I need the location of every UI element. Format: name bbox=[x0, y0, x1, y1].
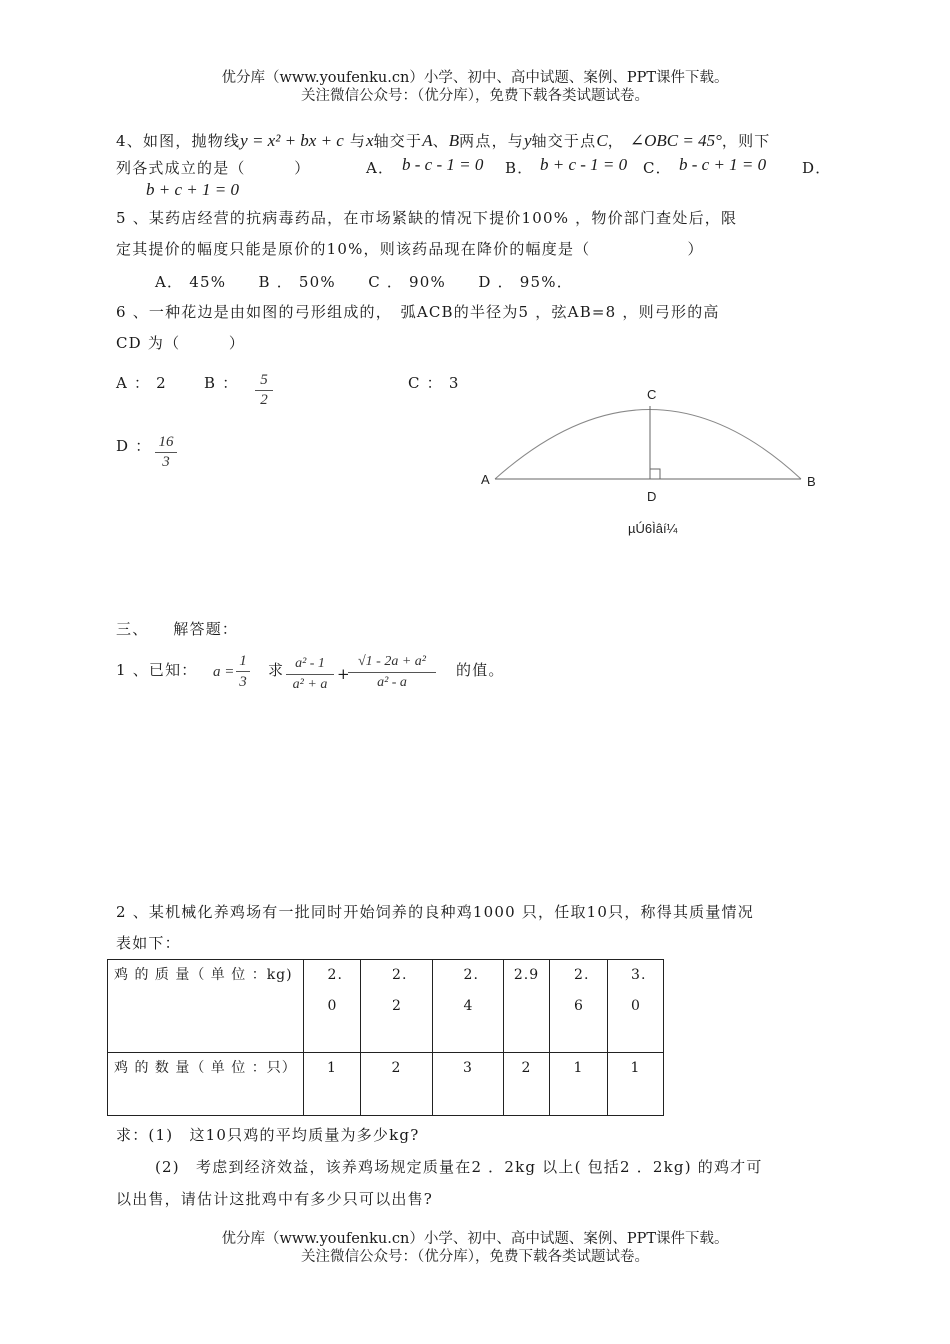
q4-option-c: b - c + 1 = 0 bbox=[679, 155, 767, 174]
q6-option-a: A ： 2 bbox=[116, 374, 167, 392]
question-4-line-1 bbox=[116, 131, 770, 151]
right-angle-mark bbox=[650, 469, 660, 479]
segment-figure bbox=[470, 380, 830, 540]
table-cell-mass-1-text: 2.0 bbox=[327, 967, 343, 1014]
q4-point-b: B bbox=[448, 131, 460, 150]
q6-option-d-numerator: 16 bbox=[158, 434, 174, 450]
q4-angle: ∠OBC = 45° bbox=[629, 131, 722, 150]
q6-option-d-label: D ： bbox=[116, 437, 152, 455]
table-cell-mass-1 bbox=[304, 960, 361, 1053]
q4-option-a: b - c - 1 = 0 bbox=[402, 155, 484, 174]
question-5-line-2: 定其提价的幅度只能是原价的10%，则该药品现在降价的幅度是（ ） bbox=[116, 240, 704, 258]
figure-label-d: D bbox=[647, 489, 657, 504]
question-6-line-1: 6 、一种花边是由如图的弓形组成的， 弧ACB的半径为5 ，弦AB=8 ，则弓形的高 bbox=[116, 303, 720, 321]
problem-1-a-numerator: 1 bbox=[239, 653, 247, 669]
table-cell-mass-3-text: 2.4 bbox=[463, 967, 479, 1014]
problem-1-fraction-1-numerator: a² - 1 bbox=[295, 656, 325, 671]
problem-1-qiu: 求 bbox=[268, 661, 285, 679]
q6-option-b-numerator: 5 bbox=[260, 372, 268, 388]
q6-option-d-denominator: 3 bbox=[155, 452, 177, 472]
q6-option-b-fraction bbox=[255, 371, 273, 410]
section-3-title: 三、 解答题： bbox=[116, 620, 239, 638]
q4-option-b-label: B． bbox=[505, 159, 534, 177]
question-4-line-2 bbox=[116, 158, 310, 178]
q4-sep: 、 bbox=[432, 132, 449, 150]
table-cell-count-1: 1 bbox=[304, 1053, 361, 1116]
problem-1-fraction-1 bbox=[286, 654, 334, 695]
q4-mid1: 与 bbox=[349, 132, 367, 150]
figure-label-c: C bbox=[647, 387, 657, 402]
problem-1-fraction-2 bbox=[348, 652, 436, 693]
problem-1-prefix: 1 、已知： bbox=[116, 661, 198, 679]
q4-option-d-label: D． bbox=[802, 159, 832, 177]
q4-line2: 列各式成立的是（ ） bbox=[116, 159, 311, 177]
problem-2-line-2: 表如下： bbox=[116, 934, 181, 952]
q4-xvar: x bbox=[366, 131, 374, 150]
q4-option-b: b + c - 1 = 0 bbox=[540, 155, 628, 174]
q4-mid3: 两点，与 bbox=[459, 132, 524, 150]
q6-option-d-fraction bbox=[155, 433, 177, 472]
table-cell-mass-2 bbox=[361, 960, 433, 1053]
table-cell-count-3: 3 bbox=[433, 1053, 504, 1116]
table-header-count: 鸡 的 数 量（ 单 位 ：只） bbox=[108, 1053, 304, 1116]
q6-option-b-denominator: 2 bbox=[255, 390, 273, 410]
figure-label-b: B bbox=[807, 474, 816, 489]
header-line-1: 优分库（www.youfenku.cn）小学、初中、高中试题、案例、PPT课件下载。 bbox=[221, 70, 729, 86]
table-cell-mass-2-text: 2.2 bbox=[392, 967, 408, 1014]
chicken-data-table bbox=[107, 959, 664, 1116]
footer-line-2: 关注微信公众号：（优分库），免费下载各类试题试卷。 bbox=[301, 1249, 649, 1265]
q4-option-d: b + c + 1 = 0 bbox=[146, 180, 239, 199]
q4-yvar: y bbox=[523, 131, 532, 150]
q4-option-a-label: A． bbox=[366, 159, 395, 177]
table-cell-mass-6-text: 3.0 bbox=[631, 967, 647, 1014]
table-cell-mass-3 bbox=[433, 960, 504, 1053]
table-cell-count-5: 1 bbox=[550, 1053, 608, 1116]
problem-1-fraction-1-denominator: a² + a bbox=[286, 674, 334, 695]
q4-point-a: A bbox=[422, 131, 433, 150]
question-5-line-1: 5 、某药店经营的抗病毒药品，在市场紧缺的情况下提价100% ，物价部门查处后，限 bbox=[116, 209, 738, 227]
table-cell-mass-5 bbox=[550, 960, 608, 1053]
table-cell-mass-4: 2.9 bbox=[504, 960, 550, 1053]
q4-option-c-label: C． bbox=[643, 159, 672, 177]
table-cell-mass-5-text: 2.6 bbox=[574, 967, 590, 1014]
arc-acb bbox=[495, 410, 801, 480]
problem-2-line-1: 2 、某机械化养鸡场有一批同时开始饲养的良种鸡1000 只，任取10只，称得其质量情况 bbox=[116, 903, 754, 921]
q6-option-b-label: B ： bbox=[204, 374, 239, 392]
footer-line-1: 优分库（www.youfenku.cn）小学、初中、高中试题、案例、PPT课件下载。 bbox=[221, 1231, 729, 1247]
problem-2-ask-2-line-2: 以出售，请估计这批鸡中有多少只可以出售? bbox=[116, 1190, 434, 1208]
q4-mid2: 轴交于 bbox=[373, 132, 423, 150]
q4-point-c: C bbox=[596, 131, 608, 150]
figure-caption: µÚ6Ìâí¼ bbox=[628, 521, 678, 536]
problem-2-ask-2-line-1: (2) 考虑到经济效益，该养鸡场规定质量在2 ．2kg 以上( 包括2 ．2kg) 的鸡才可 bbox=[155, 1158, 763, 1176]
q4-parabola: y = x² + bx + c bbox=[240, 131, 344, 150]
table-row-count bbox=[108, 1053, 664, 1116]
question-5-options: A． 45% B ． 50% C ． 90% D ． 95%． bbox=[155, 273, 573, 291]
q4-mid4: 轴交于点 bbox=[531, 132, 597, 150]
table-cell-mass-6 bbox=[608, 960, 664, 1053]
question-6-line-2: CD 为（ ） bbox=[116, 334, 246, 352]
table-cell-count-4: 2 bbox=[504, 1053, 550, 1116]
problem-1-fraction-2-numerator: √1 - 2a + a² bbox=[358, 654, 426, 669]
problem-1-a-denominator: 3 bbox=[236, 671, 250, 692]
figure-label-a: A bbox=[481, 472, 490, 487]
table-cell-count-2: 2 bbox=[361, 1053, 433, 1116]
table-cell-count-6: 1 bbox=[608, 1053, 664, 1116]
q6-option-c: C ： 3 bbox=[408, 374, 460, 392]
problem-2-ask-1: 求：(1) 这10只鸡的平均质量为多少kg? bbox=[116, 1126, 420, 1144]
q4-suffix: ，则下 bbox=[721, 132, 771, 150]
q4-prefix: 4、如图，抛物线 bbox=[116, 132, 241, 150]
problem-1-a-eq: a = bbox=[213, 664, 235, 680]
problem-1-fraction-2-denominator: a² - a bbox=[348, 672, 436, 693]
table-row-mass bbox=[108, 960, 664, 1053]
q4-comma: ， bbox=[607, 132, 624, 150]
problem-1-plus: + bbox=[337, 665, 350, 683]
problem-1-a-fraction bbox=[236, 651, 250, 692]
problem-1-suffix: 的值。 bbox=[456, 661, 505, 679]
header-line-2: 关注微信公众号：（优分库），免费下载各类试题试卷。 bbox=[301, 88, 649, 104]
table-header-mass: 鸡 的 质 量（ 单 位 ：kg) bbox=[108, 960, 304, 1053]
